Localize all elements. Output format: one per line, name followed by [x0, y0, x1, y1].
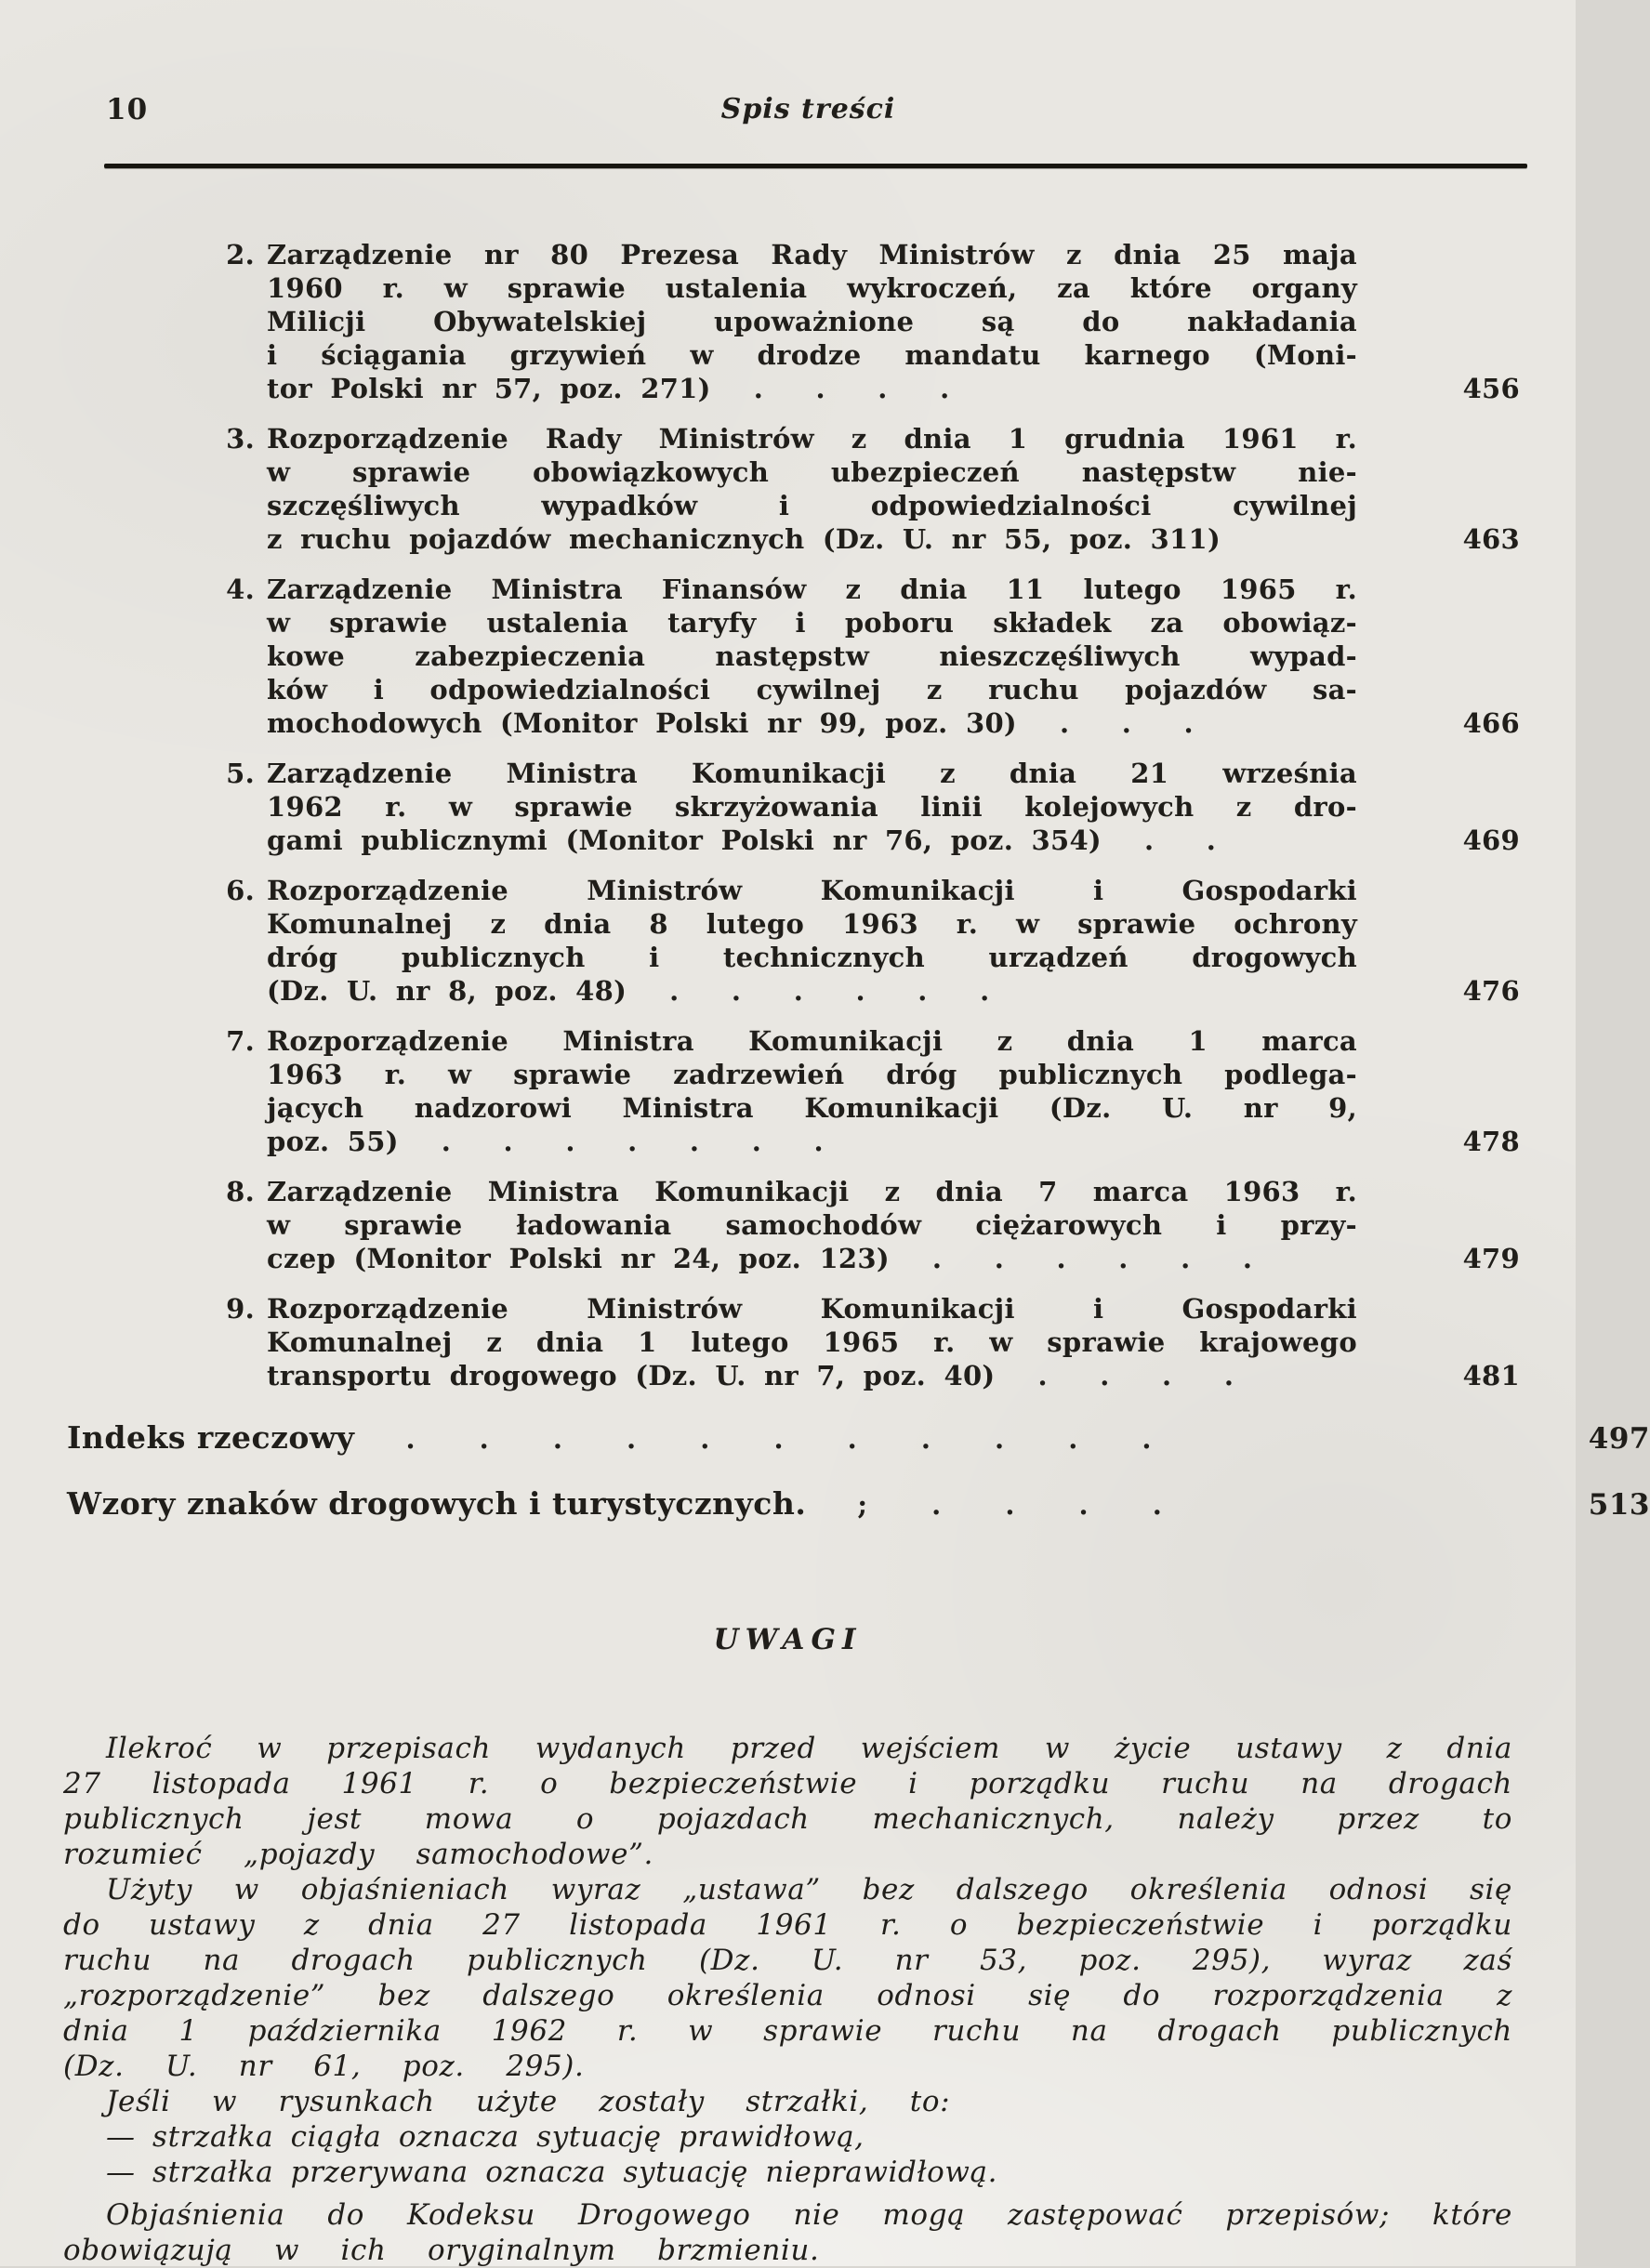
toc-entry-text: [267, 1024, 1357, 1158]
toc-entry-line: Komunalnej z dnia 8 lutego 1963 r. w sprawie ochrony: [267, 908, 1357, 940]
uwagi-section: [63, 1623, 1512, 2268]
toc-entry-line: czep (Monitor Polski nr 24, poz. 123) . . . . . .: [267, 1243, 1253, 1274]
toc-entry-number: 7.: [226, 1025, 255, 1057]
toc-entry-number: 8.: [226, 1176, 255, 1207]
toc-entry-text: [267, 874, 1357, 1008]
toc-entry-line: mochodowych (Monitor Polski nr 99, poz. 30) . . .: [267, 707, 1194, 739]
toc-entry-line: 1963 r. w sprawie zadrzewień dróg publicznych podlega-: [267, 1059, 1357, 1090]
uwagi-paragraph: Użyty w objaśnieniach wyraz „ustawa” bez dalszego określenia odnosi się do ustawy z dnia 27 listopada 1961 r. o bezpieczeństwie i porządku ruchu na drogach publicznych (Dz. U. nr 53, poz. 295), wyraz zaś „rozporządzenie” bez dalszego określenia odnosi się do rozporządzenia z dnia 1 października 1962 r. w sprawie ruchu na drogach publicznych (Dz. U. nr 61, poz. 295).: [63, 1873, 1512, 2083]
index-entry-label: Indeks rzeczowy: [67, 1419, 355, 1456]
uwagi-paragraph: Jeśli w rysunkach użyte zostały strzałki, to:: [106, 2085, 951, 2118]
dot-leader: . . . . . .: [931, 1243, 1253, 1274]
toc-entry-line: 1960 r. w sprawie ustalenia wykroczeń, za które organy: [267, 272, 1357, 304]
toc-entry-line: Zarządzenie nr 80 Prezesa Rady Ministrów z dnia 25 maja: [267, 239, 1357, 270]
toc-entry-text: [267, 757, 1357, 857]
toc-entry-line: Milicji Obywatelskiej upoważnione są do nakładania: [267, 306, 1357, 337]
toc-entry-line: 1962 r. w sprawie skrzyżowania linii kolejowych z dro-: [267, 791, 1357, 823]
toc-entry: [216, 874, 1520, 1008]
toc-entry-page: 476: [1462, 975, 1520, 1007]
toc-entry-page: 463: [1462, 523, 1520, 555]
toc-entry-page: 466: [1462, 707, 1520, 739]
table-of-contents: [216, 238, 1520, 1392]
dot-leader: . . . . . . .: [441, 1126, 824, 1157]
toc-entry: [216, 573, 1520, 740]
dot-leader: . . . .: [1037, 1360, 1234, 1391]
uwagi-paragraph: Objaśnienia do Kodeksu Drogowego nie mogą zastępować przepisów; które obowiązują w ich oryginalnym brzmieniu.: [63, 2198, 1512, 2267]
toc-entry-number: 2.: [226, 239, 255, 270]
uwagi-paragraph: Ilekroć w przepisach wydanych przed wejściem w życie ustawy z dnia 27 listopada 1961 r. o bezpieczeństwie i porządku ruchu na drogach publicznych jest mowa o pojazdach mechanicznych, należy przez to rozumieć „pojazdy samochodowe”.: [63, 1732, 1512, 1871]
toc-entry-line: Rozporządzenie Ministrów Komunikacji i Gospodarki: [267, 875, 1357, 906]
page-header-title: Spis treści: [720, 93, 896, 125]
uwagi-bullet-item: — strzałka przerywana oznacza sytuację nieprawidłową.: [106, 2156, 998, 2189]
toc-entry-page: 481: [1462, 1360, 1520, 1391]
toc-entry-line: tor Polski nr 57, poz. 271) . . . .: [267, 373, 950, 404]
toc-entry-text: [267, 422, 1357, 556]
toc-entry-line: Komunalnej z dnia 1 lutego 1965 r. w sprawie krajowego: [267, 1326, 1357, 1358]
dot-leader: . . . .: [753, 373, 950, 404]
toc-entry-line: dróg publicznych i technicznych urządzeń drogowych: [267, 942, 1357, 973]
toc-entry-line: poz. 55) . . . . . . .: [267, 1126, 824, 1157]
toc-entry-page: 456: [1462, 373, 1520, 404]
index-entry: [67, 1418, 1650, 1458]
uwagi-title: UWAGI: [713, 1623, 863, 1656]
toc-entry: [216, 1292, 1520, 1392]
toc-entry-line: gami publicznymi (Monitor Polski nr 76, poz. 354) . .: [267, 824, 1217, 856]
toc-entry: [216, 238, 1520, 405]
index-entry: [67, 1484, 1650, 1524]
uwagi-body: [63, 1731, 1512, 2268]
toc-entry-line: szczęśliwych wypadków i odpowiedzialności cywilnej: [267, 490, 1357, 521]
page-number: 10: [106, 93, 149, 126]
dot-leader: . . .: [1059, 707, 1194, 739]
toc-entry-line: Rozporządzenie Ministra Komunikacji z dnia 1 marca: [267, 1025, 1357, 1057]
toc-entry-line: Zarządzenie Ministra Komunikacji z dnia 21 września: [267, 758, 1357, 789]
toc-entry-line: ków i odpowiedzialności cywilnej z ruchu pojazdów sa-: [267, 674, 1357, 705]
toc-entry-number: 4.: [226, 574, 255, 605]
page-header: [0, 0, 1576, 177]
toc-entry: [216, 1175, 1520, 1275]
toc-entry-number: 3.: [226, 423, 255, 455]
toc-entry-number: 5.: [226, 758, 255, 789]
toc-entry: [216, 757, 1520, 857]
toc-entry-text: [267, 573, 1357, 740]
toc-entry-line: Rozporządzenie Ministrów Komunikacji i Gospodarki: [267, 1293, 1357, 1325]
toc-entry-line: z ruchu pojazdów mechanicznych (Dz. U. nr 55, poz. 311): [267, 523, 1221, 555]
toc-entry-line: Rozporządzenie Rady Ministrów z dnia 1 grudnia 1961 r.: [267, 423, 1357, 455]
toc-entry-text: [267, 1175, 1357, 1275]
toc-entry-number: 9.: [226, 1293, 255, 1325]
toc-entry-line: Zarządzenie Ministra Komunikacji z dnia 7 marca 1963 r.: [267, 1176, 1357, 1207]
toc-entry: [216, 422, 1520, 556]
toc-entry-line: w sprawie ładowania samochodów ciężarowych i przy-: [267, 1209, 1357, 1241]
toc-entry-number: 6.: [226, 875, 255, 906]
index-section: [67, 1418, 1650, 1524]
toc-entry-line: jących nadzorowi Ministra Komunikacji (Dz. U. nr 9,: [267, 1092, 1357, 1124]
toc-entry-line: w sprawie ustalenia taryfy i poboru składek za obowiąz-: [267, 607, 1357, 639]
dot-leader: . . . . . . . . . . .: [405, 1423, 1153, 1455]
toc-entry-page: 469: [1462, 824, 1520, 856]
toc-entry-text: [267, 238, 1357, 405]
toc-entry-line: Zarządzenie Ministra Finansów z dnia 11 lutego 1965 r.: [267, 574, 1357, 605]
index-entry-label: Wzory znaków drogowych i turystycznych.: [67, 1485, 807, 1522]
dot-leader: . .: [1143, 824, 1217, 856]
index-entry-page: 497: [1588, 1422, 1650, 1456]
toc-entry: [216, 1024, 1520, 1158]
header-rule: [104, 164, 1527, 168]
index-entry-page: 513: [1588, 1488, 1650, 1522]
toc-entry-text: [267, 1292, 1357, 1392]
toc-entry-line: (Dz. U. nr 8, poz. 48) . . . . . .: [267, 975, 990, 1007]
uwagi-bullet-item: — strzałka ciągła oznacza sytuację prawidłową,: [106, 2120, 865, 2154]
toc-entry-line: w sprawie obowiązkowych ubezpieczeń następstw nie-: [267, 456, 1357, 488]
dot-leader: ; . . . .: [857, 1489, 1163, 1521]
toc-entry-page: 479: [1462, 1243, 1520, 1274]
toc-entry-page: 478: [1462, 1126, 1520, 1157]
toc-entry-line: i ściągania grzywień w drodze mandatu karnego (Moni-: [267, 339, 1357, 371]
toc-entry-line: kowe zabezpieczenia następstw nieszczęśliwych wypad-: [267, 640, 1357, 672]
toc-entry-line: transportu drogowego (Dz. U. nr 7, poz. 40) . . . .: [267, 1360, 1234, 1391]
dot-leader: . . . . . .: [669, 975, 990, 1007]
